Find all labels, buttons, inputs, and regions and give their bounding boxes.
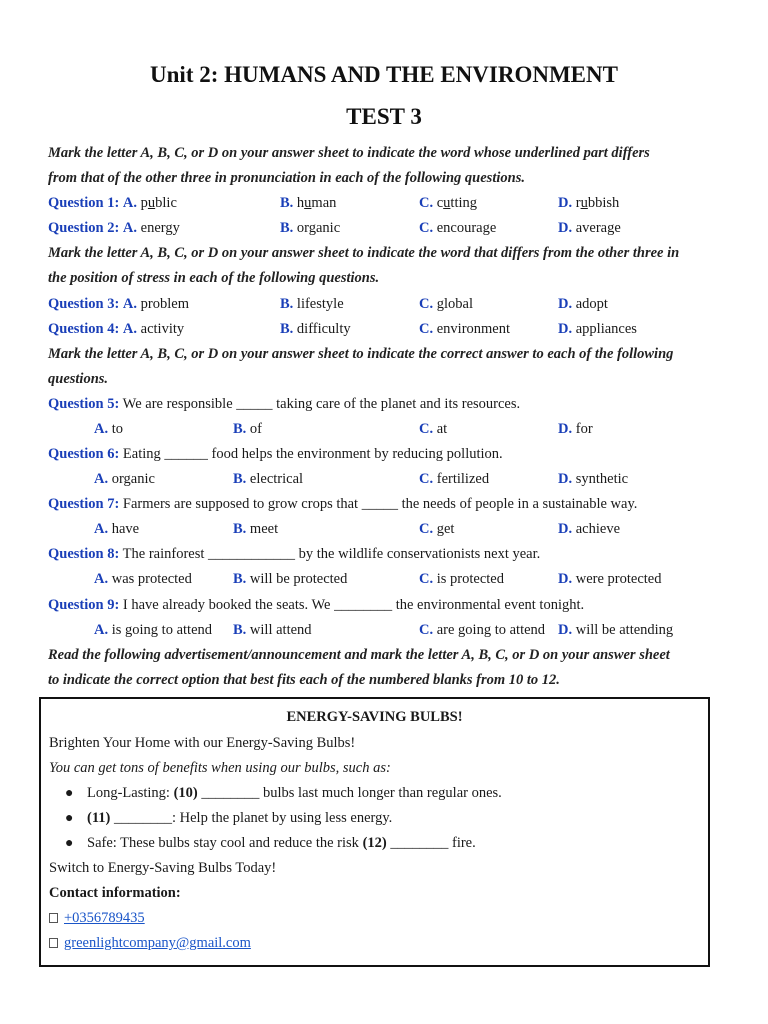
question-text: Farmers are supposed to grow crops that _____ the needs of people in a sustainable way. <box>122 496 638 512</box>
option-b: B. will attend <box>233 622 312 638</box>
question-label: Question 8: <box>48 546 120 562</box>
option-a: activity <box>140 321 185 337</box>
question-5-stem <box>48 392 520 417</box>
question-label: Question 1: <box>48 195 120 211</box>
option-b: B. organic <box>280 220 341 236</box>
option-d: D. synthetic <box>558 471 629 487</box>
question-label: Question 4: <box>48 321 120 337</box>
option-letter: A. <box>122 195 138 211</box>
ad-contact-heading: Contact information: <box>49 885 181 901</box>
question-label: Question 9: <box>48 597 120 613</box>
question-6-stem <box>48 442 503 467</box>
question-label: Question 2: <box>48 220 120 236</box>
ad-heading: ENERGY-SAVING BULBS! <box>286 709 463 725</box>
question-1 <box>48 191 620 216</box>
instruction-answer-line2: questions. <box>48 371 109 387</box>
option-d: D. average <box>558 220 621 236</box>
option-a: A. have <box>94 521 140 537</box>
bullet-icon: ● <box>65 836 74 851</box>
option-c: C. global <box>419 296 473 312</box>
option-a: energy <box>140 220 180 236</box>
bullet-icon: ● <box>65 786 74 801</box>
option-b: B. human <box>280 195 337 211</box>
instruction-pronunciation-line2: from that of the other three in pronunciation in each of the following questions. <box>48 170 525 186</box>
ad-bullet-3: ● Safe: These bulbs stay cool and reduce the risk (12) ________ fire. <box>41 831 701 856</box>
question-4 <box>48 317 637 342</box>
question-3 <box>48 292 608 317</box>
email-link[interactable]: greenlightcompany@gmail.com <box>64 935 251 951</box>
ad-phone-row <box>49 906 145 931</box>
option-a: problem <box>140 296 189 312</box>
option-d: D. for <box>558 421 593 437</box>
question-text: We are responsible _____ taking care of the planet and its resources. <box>122 396 521 412</box>
option-c: C. encourage <box>419 220 497 236</box>
question-text: Eating ______ food helps the environment by reducing pollution. <box>122 446 503 462</box>
question-label: Question 3: <box>48 296 120 312</box>
unit-title: Unit 2: HUMANS AND THE ENVIRONMENT <box>150 62 618 87</box>
option-c: C. at <box>419 421 448 437</box>
option-b: B. difficulty <box>280 321 351 337</box>
option-letter: A. <box>122 296 138 312</box>
checkbox-icon <box>49 938 58 948</box>
instruction-stress-line1: Mark the letter A, B, C, or D on your answer sheet to indicate the word that differs from the other three in <box>48 245 680 261</box>
ad-line-1: Brighten Your Home with our Energy-Saving Bulbs! <box>49 735 356 751</box>
option-c: C. are going to attend <box>419 622 546 638</box>
test-title: TEST 3 <box>346 104 422 129</box>
instruction-reading-line2: to indicate the correct option that best fits each of the numbered blanks from 10 to 12. <box>48 672 560 688</box>
option-c: C. is protected <box>419 571 504 587</box>
question-label: Question 5: <box>48 396 120 412</box>
option-d: D. achieve <box>558 521 621 537</box>
question-text: The rainforest ____________ by the wildlife conservationists next year. <box>122 546 541 562</box>
option-c: C. get <box>419 521 455 537</box>
instruction-pronunciation-line1: Mark the letter A, B, C, or D on your answer sheet to indicate the word whose underlined part differs <box>48 145 650 161</box>
option-b: B. electrical <box>233 471 304 487</box>
option-d: D. rubbish <box>558 195 620 211</box>
option-b: B. meet <box>233 521 279 537</box>
question-7-stem <box>48 492 637 517</box>
advertisement-box <box>39 697 710 967</box>
option-b: B. lifestyle <box>280 296 344 312</box>
option-b: B. of <box>233 421 263 437</box>
ad-switch-line: Switch to Energy-Saving Bulbs Today! <box>49 860 277 876</box>
option-a: A. organic <box>94 471 155 487</box>
option-c: C. environment <box>419 321 511 337</box>
bullet-icon: ● <box>65 811 74 826</box>
option-d: D. adopt <box>558 296 608 312</box>
ad-line-2: You can get tons of benefits when using our bulbs, such as: <box>49 760 391 776</box>
option-d: D. will be attending <box>558 622 674 638</box>
option-letter: A. <box>122 220 138 236</box>
question-8-stem <box>48 542 540 567</box>
ad-bullet-2: ● (11) ________: Help the planet by using less energy. <box>41 806 701 831</box>
option-a: public <box>140 195 177 211</box>
question-label: Question 7: <box>48 496 120 512</box>
option-d: D. were protected <box>558 571 662 587</box>
instruction-reading-line1: Read the following advertisement/announcement and mark the letter A, B, C, or D on your answer sheet <box>48 647 670 663</box>
option-a: A. was protected <box>94 571 192 587</box>
option-letter: A. <box>122 321 138 337</box>
option-a: A. is going to attend <box>94 622 213 638</box>
option-c: C. fertilized <box>419 471 490 487</box>
ad-bullet-1: ● Long-Lasting: (10) ________ bulbs last much longer than regular ones. <box>41 781 701 806</box>
option-a: A. to <box>94 421 124 437</box>
option-c: C. cutting <box>419 195 478 211</box>
question-2 <box>48 216 621 241</box>
ad-email-row <box>49 931 251 956</box>
phone-link[interactable]: +0356789435 <box>64 910 145 926</box>
question-text: I have already booked the seats. We ________ the environmental event tonight. <box>122 597 585 613</box>
question-label: Question 6: <box>48 446 120 462</box>
instruction-stress-line2: the position of stress in each of the following questions. <box>48 270 380 286</box>
option-d: D. appliances <box>558 321 637 337</box>
checkbox-icon <box>49 913 58 923</box>
question-9-stem <box>48 593 584 618</box>
instruction-answer-line1: Mark the letter A, B, C, or D on your answer sheet to indicate the correct answer to each of the following <box>48 346 674 362</box>
option-b: B. will be protected <box>233 571 348 587</box>
